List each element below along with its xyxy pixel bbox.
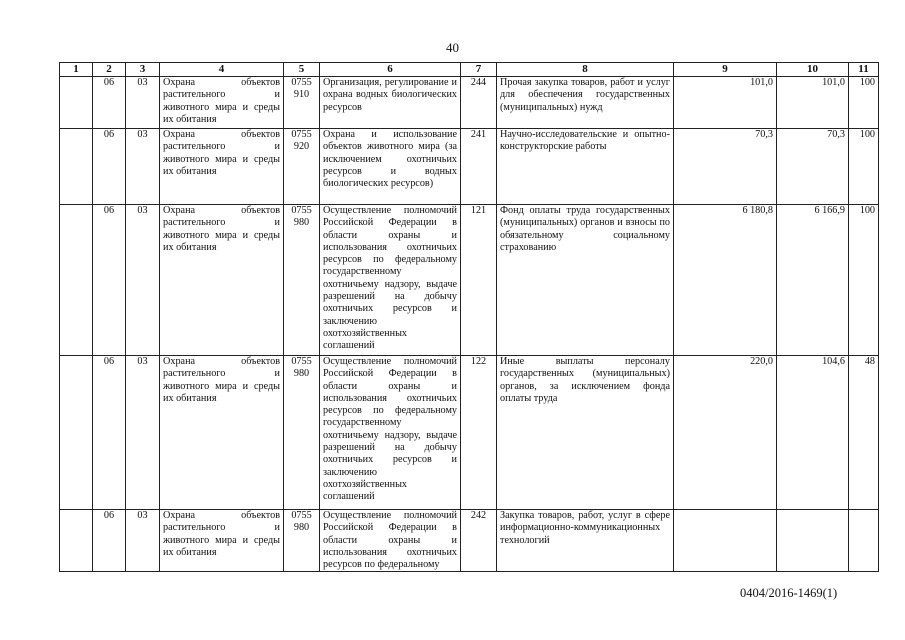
subsection-code: 03: [126, 356, 160, 510]
target-article-code: 0755 980: [284, 510, 320, 572]
section-code: 06: [93, 205, 126, 356]
planned-amount: [674, 510, 777, 572]
target-article-code: 0755 920: [284, 129, 320, 205]
subsection-code: 03: [126, 129, 160, 205]
subsection-name: Охрана объектов растительного и животного мира и среды их обитания: [160, 356, 284, 510]
planned-amount: 220,0: [674, 356, 777, 510]
header-row: [60, 63, 879, 77]
expense-type-name: Иные выплаты персоналу государственных (муниципальных) органов, за исключением фонда оплаты труда: [497, 356, 674, 510]
execution-percent: [849, 510, 879, 572]
cell-empty: [60, 77, 93, 129]
subsection-code: 03: [126, 77, 160, 129]
col-header: 9: [674, 63, 777, 77]
col-header: 7: [461, 63, 497, 77]
planned-amount: 101,0: [674, 77, 777, 129]
expense-type-code: 122: [461, 356, 497, 510]
cell-empty: [60, 205, 93, 356]
target-article-name: Осуществление полномочий Российской Федерации в области охраны и использования охотничьих ресурсов по федеральному: [320, 510, 461, 572]
col-header: 1: [60, 63, 93, 77]
expense-type-name: Фонд оплаты труда государственных (муниципальных) органов и взносы по обязательному социальному страхованию: [497, 205, 674, 356]
cell-empty: [60, 510, 93, 572]
col-header: 8: [497, 63, 674, 77]
execution-percent: 100: [849, 129, 879, 205]
planned-amount: 70,3: [674, 129, 777, 205]
col-header: 5: [284, 63, 320, 77]
actual-amount: 104,6: [777, 356, 849, 510]
subsection-name: Охрана объектов растительного и животного мира и среды их обитания: [160, 510, 284, 572]
section-code: 06: [93, 356, 126, 510]
target-article-name: Охрана и использование объектов животного мира (за исключением охотничьих ресурсов и водных биологических ресурсов): [320, 129, 461, 205]
table-row: [60, 510, 879, 572]
budget-table: [59, 62, 879, 572]
subsection-name: Охрана объектов растительного и животного мира и среды их обитания: [160, 205, 284, 356]
col-header: 4: [160, 63, 284, 77]
col-header: 6: [320, 63, 461, 77]
subsection-name: Охрана объектов растительного и животного мира и среды их обитания: [160, 77, 284, 129]
subsection-code: 03: [126, 205, 160, 356]
col-header: 11: [849, 63, 879, 77]
planned-amount: 6 180,8: [674, 205, 777, 356]
cell-empty: [60, 129, 93, 205]
target-article-code: 0755 910: [284, 77, 320, 129]
target-article-code: 0755 980: [284, 205, 320, 356]
expense-type-name: Закупка товаров, работ, услуг в сфере информационно-коммуникационных технологий: [497, 510, 674, 572]
actual-amount: [777, 510, 849, 572]
expense-type-code: 242: [461, 510, 497, 572]
expense-type-name: Научно-исследовательские и опытно-конструкторские работы: [497, 129, 674, 205]
subsection-name: Охрана объектов растительного и животного мира и среды их обитания: [160, 129, 284, 205]
actual-amount: 70,3: [777, 129, 849, 205]
subsection-code: 03: [126, 510, 160, 572]
actual-amount: 6 166,9: [777, 205, 849, 356]
section-code: 06: [93, 129, 126, 205]
expense-type-code: 244: [461, 77, 497, 129]
page-number: 40: [446, 40, 459, 55]
expense-type-code: 121: [461, 205, 497, 356]
target-article-name: Осуществление полномочий Российской Федерации в области охраны и использования охотничьих ресурсов по федеральному государственному охотничьему надзору, выдаче разрешений на добычу охотничьих ресурсов и заключению охотхозяйственных соглашений: [320, 356, 461, 510]
expense-type-code: 241: [461, 129, 497, 205]
execution-percent: 48: [849, 356, 879, 510]
table-row: [60, 356, 879, 510]
col-header: 10: [777, 63, 849, 77]
target-article-name: Осуществление полномочий Российской Федерации в области охраны и использования охотничьих ресурсов по федеральному государственному охотничьему надзору, выдаче разрешений на добычу охотничьих ресурсов и заключению охотхозяйственных соглашений: [320, 205, 461, 356]
table-row: [60, 129, 879, 205]
execution-percent: 100: [849, 77, 879, 129]
execution-percent: 100: [849, 205, 879, 356]
col-header: 2: [93, 63, 126, 77]
document-code: 0404/2016-1469(1): [740, 586, 838, 600]
target-article-name: Организация, регулирование и охрана водных биологических ресурсов: [320, 77, 461, 129]
section-code: 06: [93, 510, 126, 572]
target-article-code: 0755 980: [284, 356, 320, 510]
table-row: [60, 77, 879, 129]
actual-amount: 101,0: [777, 77, 849, 129]
cell-empty: [60, 356, 93, 510]
col-header: 3: [126, 63, 160, 77]
table-row: [60, 205, 879, 356]
section-code: 06: [93, 77, 126, 129]
expense-type-name: Прочая закупка товаров, работ и услуг для обеспечения государственных (муниципальных) нужд: [497, 77, 674, 129]
